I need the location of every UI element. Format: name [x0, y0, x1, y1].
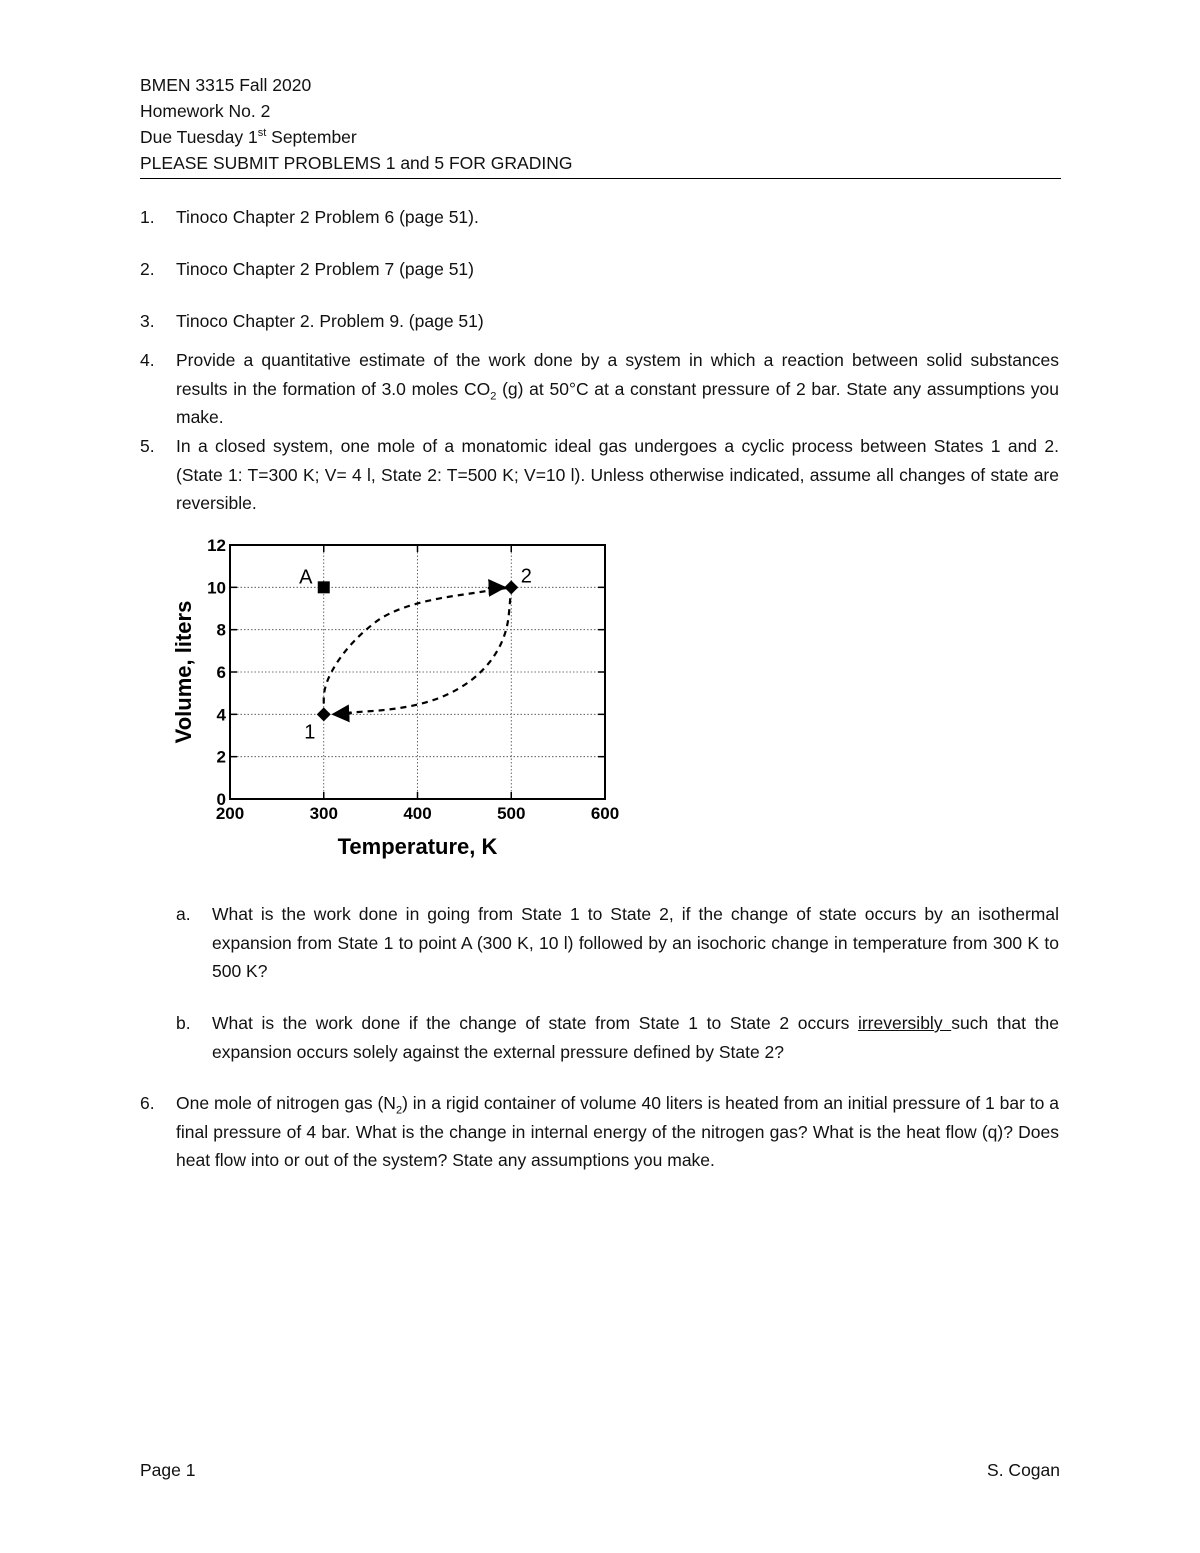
y-tick-label: 10	[207, 578, 226, 598]
problem-text: Tinoco Chapter 2 Problem 7 (page 51)	[176, 259, 474, 279]
subproblem-text	[212, 1009, 1059, 1066]
header-rule	[140, 178, 1061, 179]
problem-text	[176, 1089, 1059, 1175]
subscript: 2	[395, 1104, 403, 1117]
arrowhead-at-2	[488, 587, 505, 588]
point-label-a: A	[299, 566, 313, 589]
problem-number: 3.	[140, 311, 155, 331]
x-tick-label: 400	[403, 804, 432, 823]
problem-text-part: ) in a rigid container of volume 40 liters is heated from an initial pressure of 1 bar to a final pressure of 4 bar. What is the change in internal energy of the nitrogen gas? What is the heat flow (q)? Does heat flow into or out of the system? State any assumptions you make.	[176, 1093, 1059, 1171]
y-tick-label: 4	[216, 705, 226, 725]
subproblem-text-part: such that the expansion occurs solely against the external pressure defined by State 2?	[212, 1013, 1059, 1062]
due-date-prefix: Due Tuesday 1	[140, 127, 258, 147]
arrowhead-at-1	[333, 713, 352, 714]
point-marker-2	[504, 580, 518, 594]
point-label-2: 2	[520, 565, 532, 588]
problem-number: 5.	[140, 436, 155, 456]
problem-number: 4.	[140, 350, 155, 370]
footer-page-number: Page 1	[140, 1460, 196, 1480]
y-tick-label: 0	[216, 790, 226, 809]
problem-number: 1.	[140, 207, 155, 227]
problem-text-part: Provide a quantitative estimate of the work done by a system in which a reaction between solid substances results in the formation of 3.0 moles CO	[176, 350, 1059, 399]
due-date-ordinal: st	[257, 127, 267, 140]
problem-number: 6.	[140, 1093, 155, 1113]
footer-author: S. Cogan	[987, 1460, 1060, 1480]
problem-text-part: (g) at 50°C at a constant pressure of 2 bar. State any assumptions you make.	[176, 378, 1059, 428]
y-axis-label: Volume, liters	[171, 600, 196, 744]
point-label-1: 1	[304, 721, 316, 744]
problem-text	[176, 346, 1059, 432]
x-tick-label: 300	[309, 804, 338, 823]
problem-text-part: One mole of nitrogen gas (N	[176, 1093, 396, 1113]
point-marker-a	[318, 581, 330, 593]
submission-instructions: PLEASE SUBMIT PROBLEMS 1 and 5 FOR GRADING	[140, 153, 573, 173]
y-tick-label: 8	[216, 620, 226, 640]
y-tick-label: 6	[216, 663, 226, 682]
point-marker-1	[317, 707, 331, 721]
volume-temperature-chart	[165, 528, 635, 868]
subproblem-text: What is the work done in going from State 1 to State 2, if the change of state occurs by an isothermal expansion from State 1 to point A (300 K, 10 l) followed by an isochoric change in temperature from 300 K to 500 K?	[212, 904, 1059, 982]
x-axis-label: Temperature, K	[337, 834, 498, 859]
x-tick-label: 200	[215, 804, 245, 823]
problem-text: In a closed system, one mole of a monatomic ideal gas undergoes a cyclic process between States 1 and 2. (State 1: T=300 K; V= 4 l, State 2: T=500 K; V=10 l). Unless otherwise indicated, assume all changes of state are reversible.	[176, 436, 1059, 514]
x-tick-label: 600	[590, 804, 620, 823]
subscript: 2	[490, 390, 497, 403]
emphasized-word: irreversibly	[857, 1013, 952, 1033]
problem-text: Tinoco Chapter 2. Problem 9. (page 51)	[176, 311, 484, 331]
y-tick-label: 2	[216, 747, 226, 767]
subproblem-label: b.	[176, 1013, 191, 1033]
course-title: BMEN 3315 Fall 2020	[140, 75, 312, 95]
problem-number: 2.	[140, 259, 155, 279]
x-tick-label: 500	[497, 804, 526, 823]
due-date	[140, 125, 1060, 150]
y-tick-label: 12	[207, 536, 226, 555]
subproblem-text-part: What is the work done if the change of state from State 1 to State 2 occurs	[212, 1013, 858, 1033]
homework-number: Homework No. 2	[140, 101, 271, 121]
problem-text: Tinoco Chapter 2 Problem 6 (page 51).	[176, 207, 479, 227]
subproblem-label: a.	[176, 904, 191, 924]
due-date-suffix: September	[266, 127, 357, 147]
